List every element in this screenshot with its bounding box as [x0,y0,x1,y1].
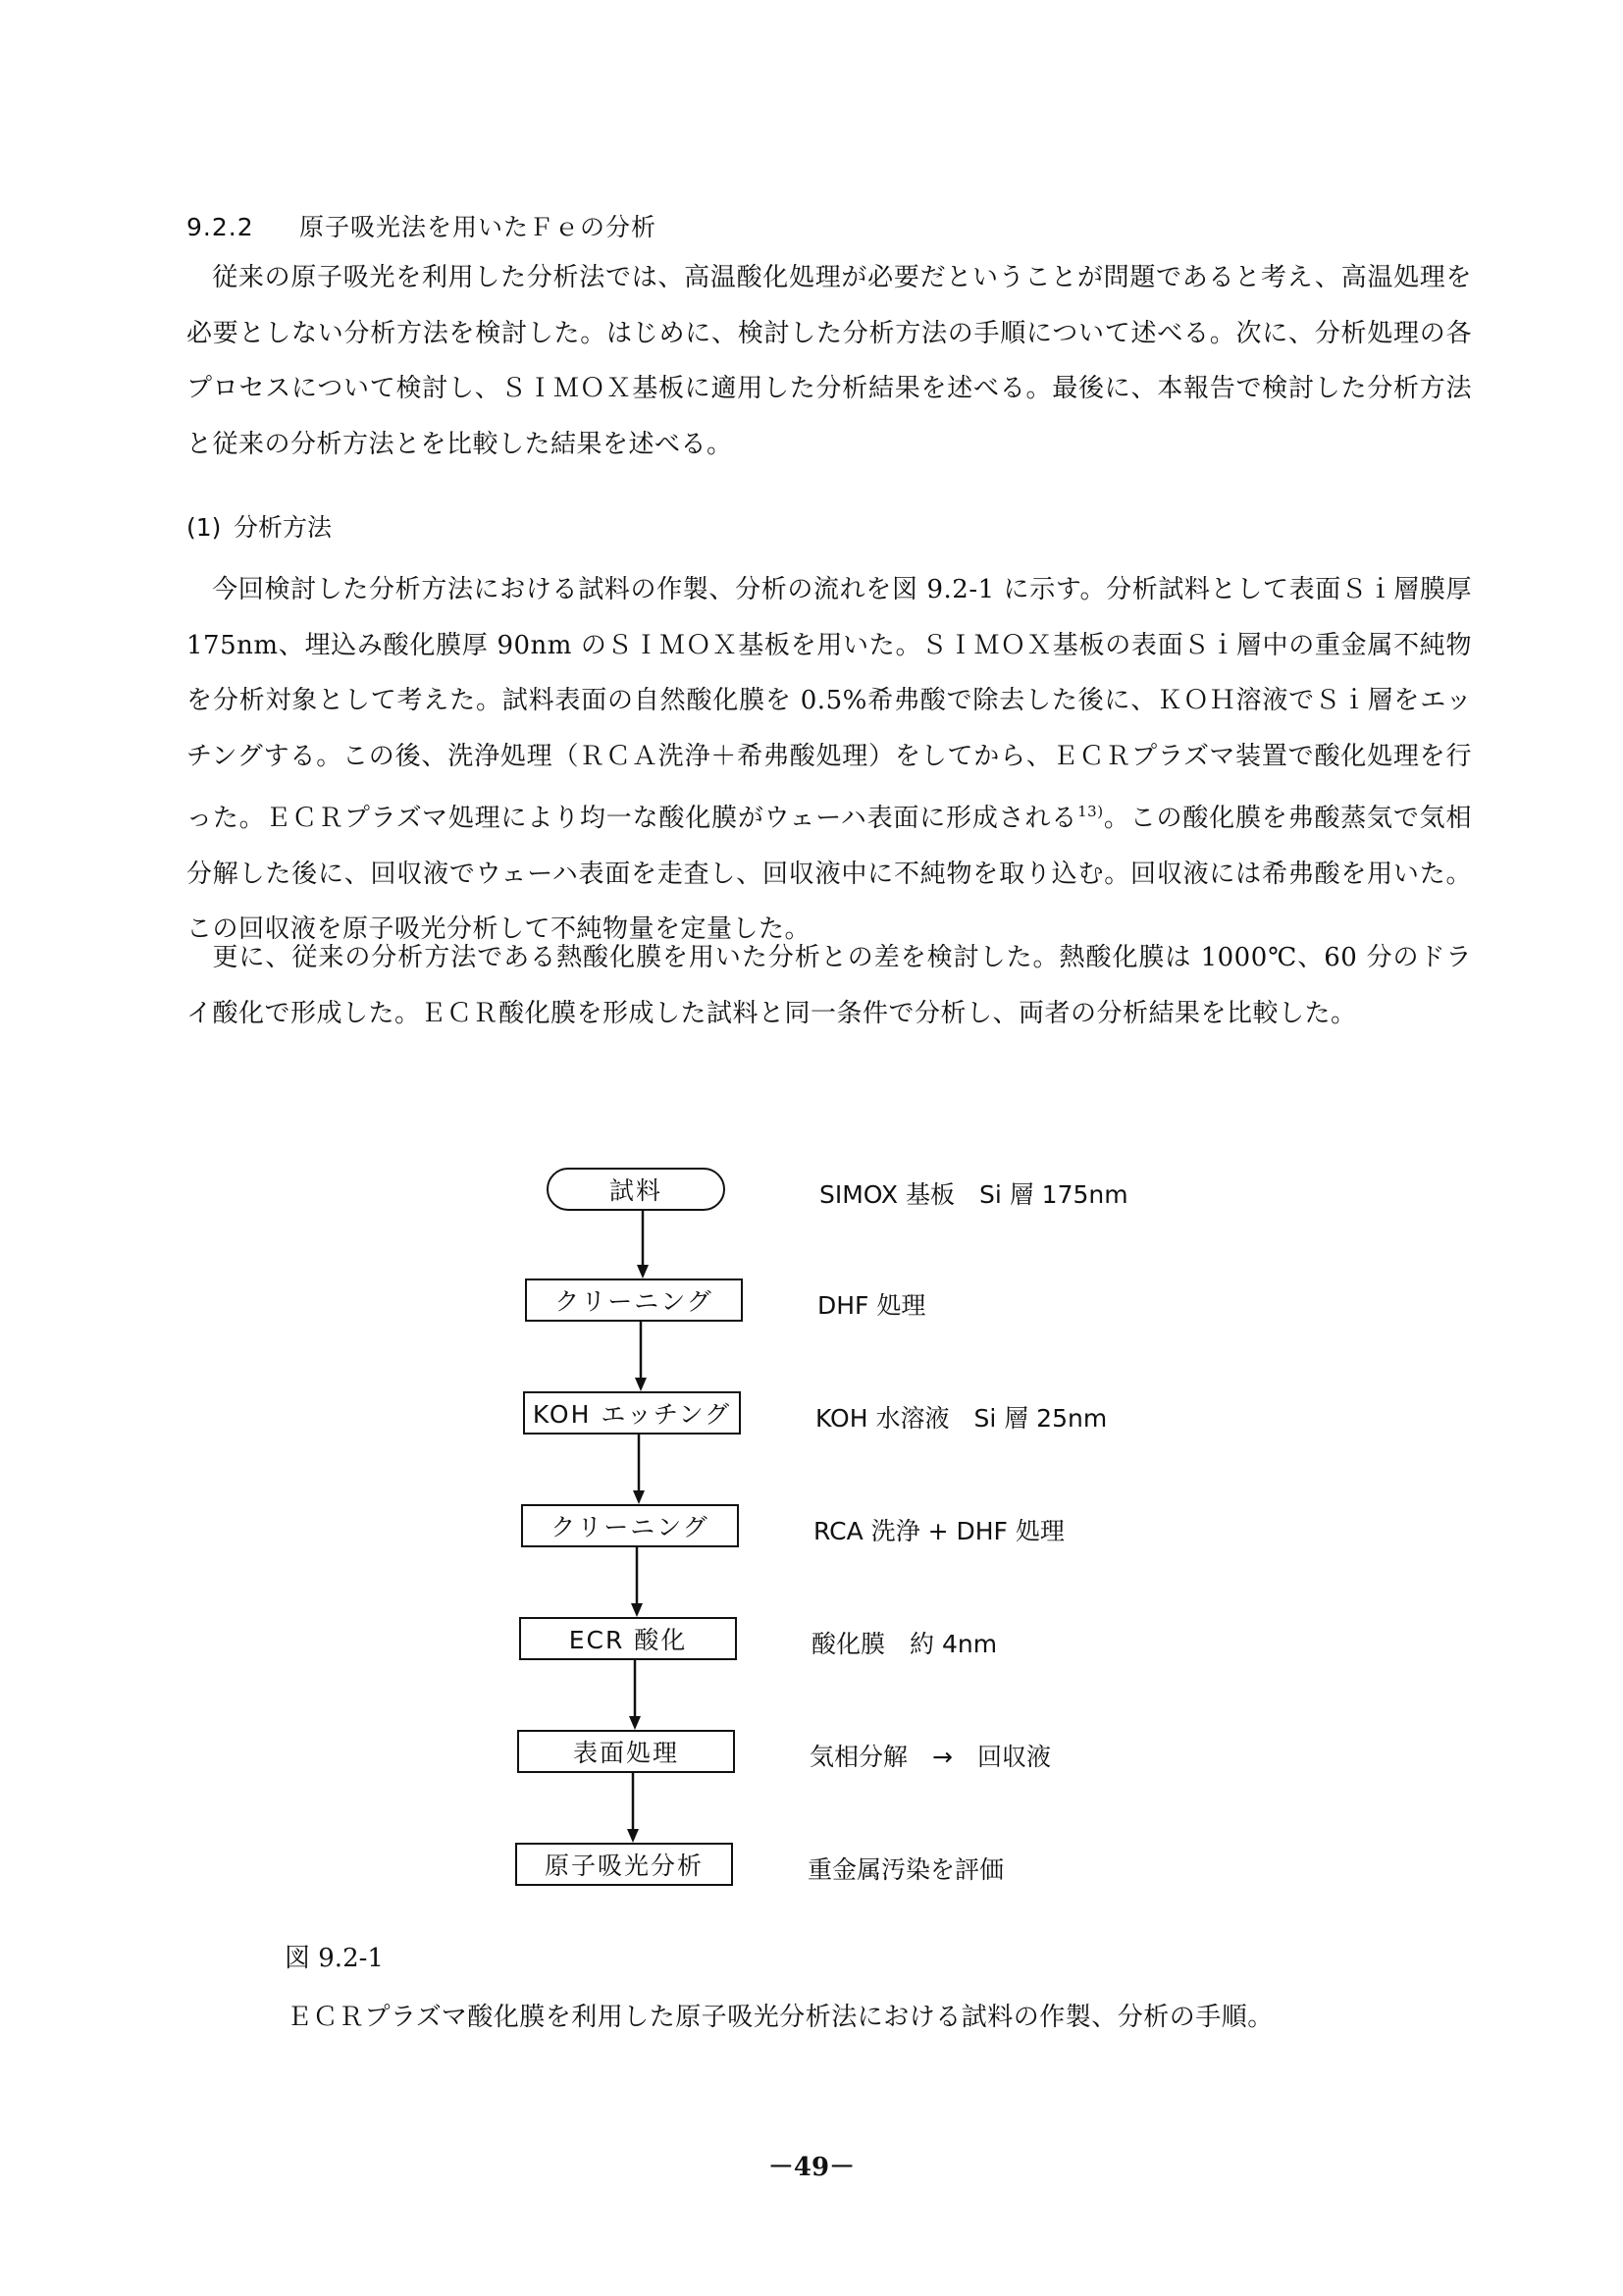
subsection-title: 分析方法 [234,513,333,542]
arrow-down-icon [637,1265,649,1278]
comparison-paragraph-text: 更に、従来の分析方法である熱酸化膜を用いた分析との差を検討した。熱酸化膜は 1000℃、60 分のドライ酸化で形成した。ＥＣＲ酸化膜を形成した試料と同一条件で分析し、両者の分析結果を比較した。 [186,943,1472,1028]
arrow-down-icon [629,1716,641,1730]
flow-step-note: KOH 水溶液 Si 層 25nm [815,1404,1108,1433]
flow-step-note: RCA 洗浄 + DHF 処理 [813,1517,1065,1545]
flow-step-box: KOH エッチング [523,1391,741,1435]
reference-superscript: 13) [1077,803,1104,820]
flow-step-box: 試料 [547,1168,725,1211]
flow-step-box: クリーニング [521,1504,739,1547]
flow-step-box: 表面処理 [517,1730,735,1773]
method-paragraph-text-cont: 。この酸化膜を弗酸蒸気で気相分解した後に、回収液でウェーハ表面を走査し、回収液中に不純物を取り込む。回収液には希弗酸を用いた。この回収液を原子吸光分析して不純物量を定量した。 [186,804,1472,944]
intro-paragraph-text: 従来の原子吸光を利用した分析法では、高温酸化処理が必要だということが問題であると考え、高温処理を必要としない分析方法を検討した。はじめに、検討した分析方法の手順について述べる。次に、分析処理の各プロセスについて検討し、ＳＩＭＯＸ基板に適用した分析結果を述べる。最後に、本報告で検討した分析方法と従来の分析方法とを比較した結果を述べる。 [186,263,1472,459]
page-number: －49－ [767,2153,856,2182]
figure-caption: ＥＣＲプラズマ酸化膜を利用した原子吸光分析法における試料の作製、分析の手順。 [287,2003,1274,2032]
method-paragraph-text: 今回検討した分析方法における試料の作製、分析の流れを図 9.2-1 に示す。分析試料として表面Ｓｉ層膜厚 175nm、埋込み酸化膜厚 90nm のＳＩＭＯＸ基板を用いた。ＳＩＭＯＸ基板の表面Ｓｉ層中の重金属不純物を分析対象として考えた。試料表面の自然酸化膜を 0.5%希弗酸で除去した後に、ＫＯＨ溶液でＳｉ層をエッチングする。この後、洗浄処理（ＲＣＡ洗浄＋希弗酸処理）をしてから、ＥＣＲプラズマ装置で酸化処理を行った。ＥＣＲプラズマ処理により均一な酸化膜がウェーハ表面に形成される [186,575,1472,833]
flow-step-note: DHF 処理 [817,1291,926,1320]
arrow-down-icon [633,1490,645,1504]
flow-step-box: クリーニング [525,1278,743,1322]
section-number: 9.2.2 [186,213,254,241]
flow-step-box: ECR 酸化 [519,1617,737,1660]
flow-step-note: 気相分解 → 回収液 [810,1743,1051,1771]
arrow-down-icon [631,1603,643,1617]
subsection-number: (1) [186,513,222,542]
flow-step-note: 重金属汚染を評価 [808,1855,1005,1884]
flow-step-note: SIMOX 基板 Si 層 175nm [819,1180,1128,1209]
arrow-down-icon [635,1378,647,1391]
flow-step-box: 原子吸光分析 [515,1843,733,1886]
arrow-down-icon [627,1829,639,1843]
figure-label: 図 9.2-1 [285,1944,384,1973]
section-title: 原子吸光法を用いたＦｅの分析 [299,213,657,241]
flow-step-note: 酸化膜 約 4nm [812,1630,998,1658]
